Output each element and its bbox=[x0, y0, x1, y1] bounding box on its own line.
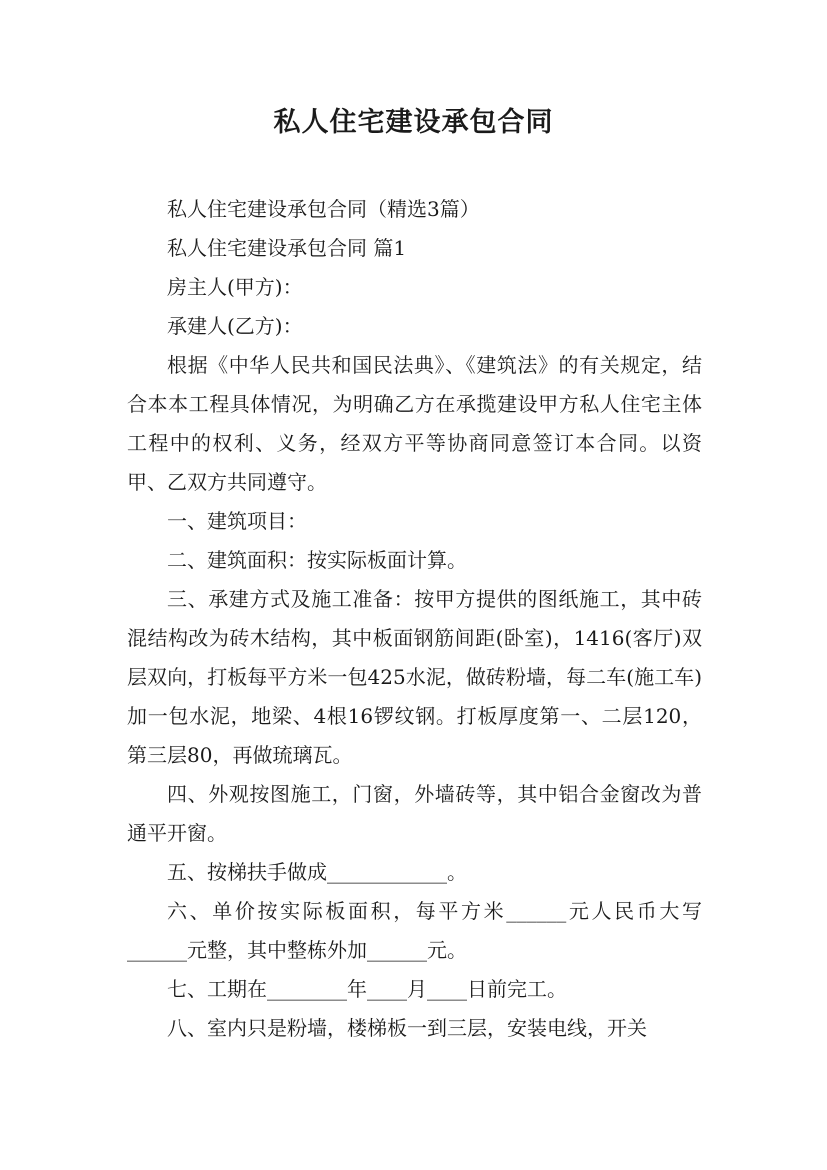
party-b-line: 承建人(乙方)： bbox=[167, 314, 303, 338]
clause-4: 四、外观按图施工，门窗，外墙砖等，其中铝合金窗改为普通平开窗。 bbox=[127, 782, 702, 845]
clause-2: 二、建筑面积：按实际板面计算。 bbox=[167, 548, 467, 572]
document-body bbox=[127, 190, 702, 1048]
party-a-line: 房主人(甲方)： bbox=[167, 275, 303, 299]
clause-8: 八、室内只是粉墙，楼梯板一到三层，安装电线，开关 bbox=[167, 1016, 647, 1040]
subtitle-line: 私人住宅建设承包合同（精选3篇） bbox=[167, 197, 480, 221]
clause-1: 一、建筑项目： bbox=[167, 509, 307, 533]
document-title: 私人住宅建设承包合同 bbox=[273, 107, 554, 138]
clause-7: 七、工期在________年____月____日前完工。 bbox=[167, 977, 567, 1001]
preamble-paragraph: 根据《中华人民共和国民法典》、《建筑法》的有关规定，结合本本工程具体情况，为明确乙方在承揽建设甲方私人住宅主体工程中的权利、义务，经双方平等协商同意签订本合同。以资甲、乙双方共同遵守。 bbox=[127, 353, 702, 494]
clause-3: 三、承建方式及施工准备：按甲方提供的图纸施工，其中砖混结构改为砖木结构，其中板面钢筋间距(卧室)，1416(客厅)双层双向，打板每平方米一包425水泥，做砖粉墙，每二车(施工车)加一包水泥，地梁、4根16锣纹钢。打板厚度第一、二层120，第三层80，再做琉璃瓦。 bbox=[127, 587, 702, 767]
clause-6: 六、单价按实际板面积，每平方米______元人民币大写______元整，其中整栋外加______元。 bbox=[127, 899, 702, 962]
section-heading: 私人住宅建设承包合同 篇1 bbox=[167, 236, 407, 260]
clause-5: 五、按梯扶手做成____________。 bbox=[167, 860, 467, 884]
